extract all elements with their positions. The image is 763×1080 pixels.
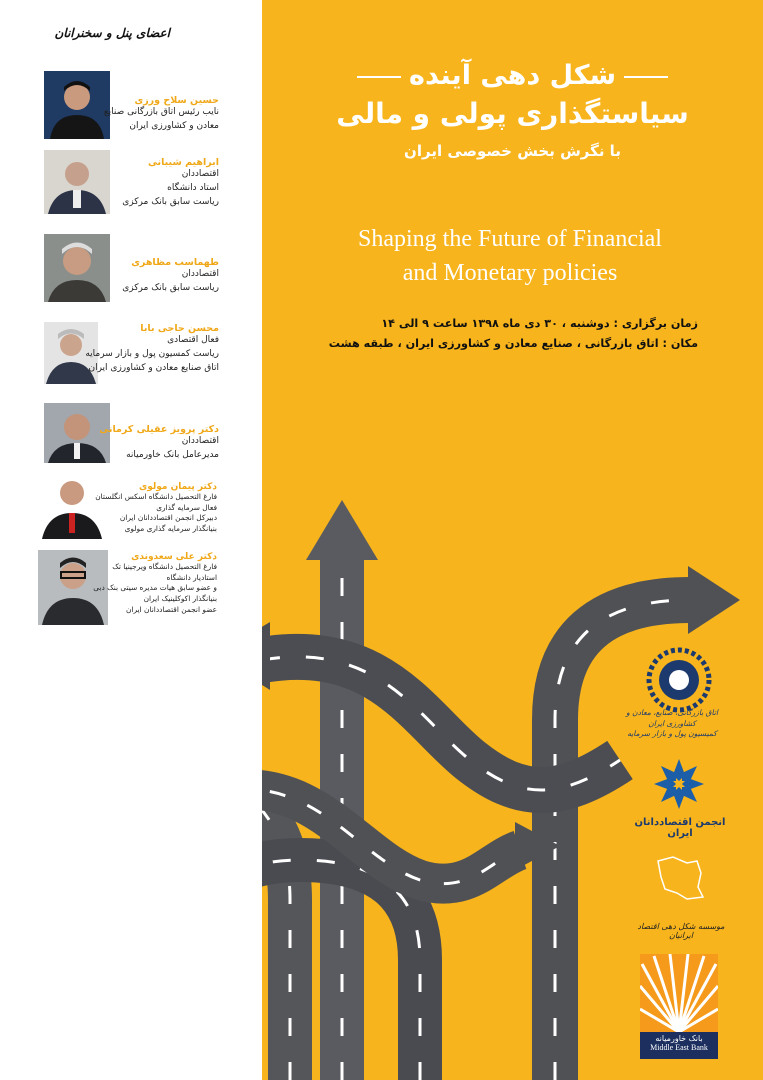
panel-heading: اعضای پنل و سخنرانان	[54, 26, 170, 40]
speaker-line: دبیرکل انجمن اقتصاددانان ایران	[119, 513, 217, 523]
middle-east-bank-logo	[640, 954, 718, 1059]
speaker-name: حسین سلاح ورزی	[134, 95, 219, 106]
iccima-logo-label	[614, 708, 730, 740]
bank-name-fa: بانک خاورمیانه	[655, 1034, 703, 1043]
speaker-line: فارغ التحصیل دانشگاه اسکس انگلستان	[95, 492, 217, 501]
arrow-head-up	[306, 500, 378, 560]
event-time: زمان برگزاری : دوشنبه ، ۳۰ دی ماه ۱۳۹۸ ساعت ۹ الی ۱۴	[381, 317, 698, 330]
arrow-head-right	[688, 566, 740, 634]
isfe-logo	[643, 843, 713, 913]
speaker-line: نایب رئیس اتاق بازرگانی صنایع	[103, 107, 219, 117]
title-en-line2: and Monetary policies	[402, 260, 618, 287]
event-info	[300, 314, 698, 354]
title-english	[300, 222, 720, 290]
speaker-line: ریاست سابق بانک مرکزی	[122, 282, 219, 293]
bank-name-en: Middle East Bank	[650, 1043, 708, 1052]
speaker-line: ریاست کمسیون پول و بازار سرمایه	[85, 348, 219, 359]
speaker-line: اقتصاددان	[181, 436, 219, 446]
title-dash	[624, 76, 668, 78]
iea-logo-label: انجمن اقتصاددانان ایران	[634, 817, 726, 839]
speaker-line: معادن و کشاورزی ایران	[129, 120, 219, 131]
speaker-line: اتاق صنایع معادن و کشاورزی ایران	[88, 362, 219, 373]
speaker-name: محسن حاجی بابا	[140, 323, 219, 334]
bank-name-plate	[640, 1032, 718, 1059]
speaker-line: فعال سرمایه گذاری	[156, 502, 217, 512]
title-en-line1: Shaping the Future of Financial	[358, 226, 662, 252]
title-dash	[357, 76, 401, 78]
title-fa-line3: با نگرش بخش خصوصی ایران	[404, 142, 621, 160]
speaker-line: بنیانگذار اکوکلینیک ایران	[143, 594, 217, 604]
speaker-line: فعال اقتصادی	[167, 335, 219, 345]
speaker-photo	[44, 71, 110, 139]
title-block	[262, 60, 763, 160]
speaker-line: فارغ التحصیل دانشگاه ویرجینیا تک	[112, 562, 217, 571]
speaker-photo	[44, 234, 110, 302]
iran-map-icon	[643, 843, 713, 913]
isfe-logo-label: موسسه شکل دهی اقتصاد ایرانیان	[637, 922, 725, 940]
speaker-name: ابراهیم شیبانی	[147, 157, 219, 168]
speaker-name: دکتر پیمان مولوی	[138, 482, 217, 492]
speaker-line: استاد دانشگاه	[167, 182, 219, 193]
speaker-line: بنیانگذار سرمایه گذاری مولوی	[124, 524, 217, 534]
title-fa-line2: سیاستگذاری پولی و مالی	[336, 97, 689, 130]
speaker-line: استادیار دانشگاه	[166, 572, 217, 582]
sunburst-icon	[640, 954, 718, 1032]
speaker-name: طهماسب مظاهری	[131, 257, 219, 268]
iccima-label-line1: اتاق بازرگانی، صنایع، معادن و کشاورزی ایران	[626, 708, 718, 728]
speaker-line: و عضو سابق هیات مدیره سیتی بنک دبی	[93, 583, 217, 593]
speaker-line: ریاست سابق بانک مرکزی	[122, 196, 219, 207]
speaker-name: دکتر پرویز عقیلی کرمانی	[99, 424, 219, 435]
speaker-name: دکتر علی سعدوندی	[131, 552, 217, 562]
speaker-photo	[44, 150, 110, 214]
speaker-line: اقتصاددان	[181, 269, 219, 279]
title-fa-line1: شکل دهی آینده	[409, 60, 616, 91]
speaker-line: اقتصاددان	[181, 169, 219, 179]
iea-logo-icon	[652, 757, 706, 811]
iccima-label-line2: کمیسیون پول و بازار سرمایه	[627, 729, 717, 738]
speaker-line: مدیرعامل بانک خاورمیانه	[126, 449, 219, 460]
title-fa-line1-row	[262, 60, 763, 91]
speaker-line: عضو انجمن اقتصاددانان ایران	[126, 604, 217, 614]
event-place: مکان : اتاق بازرگانی ، صنایع معادن و کشاورزی ایران ، طبقه هشت	[328, 337, 698, 351]
